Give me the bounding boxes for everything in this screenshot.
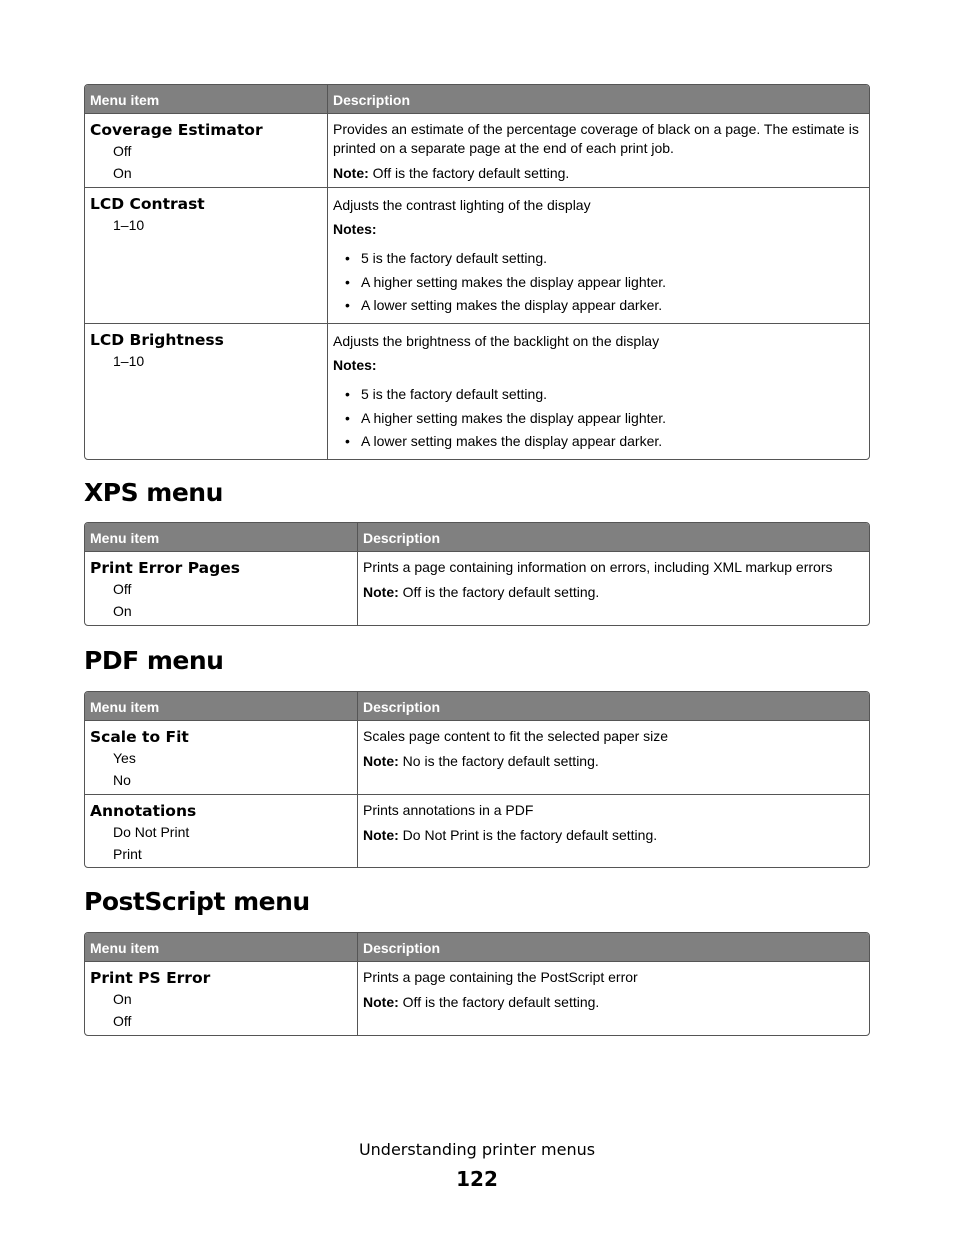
xps-menu-table <box>84 522 870 626</box>
menu-item-cell <box>85 795 358 867</box>
postscript-menu-heading: PostScript menu <box>84 887 310 916</box>
description-text: Adjusts the contrast lighting of the display <box>333 197 591 213</box>
table-header <box>85 692 869 720</box>
table-row <box>85 961 869 1035</box>
table-row <box>85 187 869 323</box>
description-cell <box>328 188 869 323</box>
description-cell <box>358 962 869 1035</box>
list-item: • 5 is the factory default setting. <box>333 383 864 407</box>
note-body: Do Not Print is the factory default setting. <box>398 827 658 843</box>
description-text: Adjusts the brightness of the backlight on the display <box>333 333 660 349</box>
table-row <box>85 113 869 187</box>
description-header: Description <box>333 92 411 108</box>
menu-item-name: Print PS Error <box>90 969 211 987</box>
menu-item-cell <box>85 114 328 187</box>
bullet-icon: • <box>345 386 350 402</box>
option-value: Yes <box>113 750 136 766</box>
general-settings-table <box>84 84 870 460</box>
option-value: 1–10 <box>113 353 145 369</box>
list-item: • 5 is the factory default setting. <box>333 247 864 271</box>
pdf-menu-table <box>84 691 870 868</box>
note-text <box>363 583 864 602</box>
table-header <box>85 523 869 551</box>
note-body: No is the factory default setting. <box>398 753 599 769</box>
note-label: Note: <box>363 753 399 769</box>
description-header: Description <box>363 940 441 956</box>
menu-item-header: Menu item <box>85 933 358 961</box>
description-text: Provides an estimate of the percentage coverage of black on a page. The estimate is printed on a separate page at the end of each print job. <box>333 121 859 156</box>
description-cell <box>358 721 869 794</box>
list-item: • A higher setting makes the display appear lighter. <box>333 271 864 295</box>
table-header <box>85 933 869 961</box>
note-text <box>363 826 864 845</box>
notes-label: Notes: <box>333 221 377 237</box>
menu-item-name: Scale to Fit <box>90 728 189 746</box>
option-value: Do Not Print <box>113 824 190 840</box>
description-header: Description <box>363 699 441 715</box>
notes-list <box>333 383 864 454</box>
table-row <box>85 551 869 625</box>
option-value: On <box>113 165 132 181</box>
table-row <box>85 323 869 459</box>
xps-menu-heading: XPS menu <box>84 478 223 507</box>
pdf-menu-heading: PDF menu <box>84 646 224 675</box>
note-text <box>363 993 864 1012</box>
menu-item-cell <box>85 324 328 459</box>
table-row <box>85 794 869 867</box>
menu-item-header: Menu item <box>85 523 358 551</box>
note-text <box>333 164 864 183</box>
bullet-icon: • <box>345 250 350 266</box>
menu-item-cell <box>85 721 358 794</box>
option-value: 1–10 <box>113 217 145 233</box>
notes-label: Notes: <box>333 357 377 373</box>
menu-item-cell <box>85 552 358 625</box>
bullet-icon: • <box>345 409 350 426</box>
notes-list <box>333 247 864 318</box>
list-item: • A lower setting makes the display appear darker. <box>333 294 864 318</box>
menu-item-cell <box>85 188 328 323</box>
note-label: Note: <box>363 827 399 843</box>
menu-item-name: Coverage Estimator <box>90 121 263 139</box>
menu-item-header: Menu item <box>85 85 328 113</box>
option-value: Off <box>113 143 132 159</box>
description-text: Prints a page containing the PostScript error <box>363 969 638 985</box>
option-value: No <box>113 772 131 788</box>
menu-item-header: Menu item <box>85 692 358 720</box>
option-value: On <box>113 991 132 1007</box>
description-header: Description <box>363 530 441 546</box>
table-header <box>85 85 869 113</box>
option-value: Off <box>113 1013 132 1029</box>
table-row <box>85 720 869 794</box>
description-text: Scales page content to fit the selected paper size <box>363 728 669 744</box>
menu-item-name: Annotations <box>90 802 197 820</box>
note-label: Note: <box>363 584 399 600</box>
description-cell <box>358 552 869 625</box>
note-body: Off is the factory default setting. <box>398 994 600 1010</box>
description-text: Prints a page containing information on errors, including XML markup errors <box>363 559 833 575</box>
description-cell <box>328 324 869 459</box>
postscript-menu-table <box>84 932 870 1036</box>
menu-item-cell <box>85 962 358 1035</box>
note-body: Off is the factory default setting. <box>368 165 570 181</box>
description-cell <box>358 795 869 867</box>
footer-section-title: Understanding printer menus <box>358 1140 596 1159</box>
page-number: 122 <box>456 1167 498 1191</box>
note-label: Note: <box>333 165 369 181</box>
menu-item-name: Print Error Pages <box>90 559 240 577</box>
bullet-icon: • <box>345 273 350 290</box>
list-item: • A higher setting makes the display appear lighter. <box>333 407 864 431</box>
note-text <box>363 752 864 771</box>
bullet-icon: • <box>345 433 350 449</box>
option-value: Print <box>113 846 142 862</box>
list-item: • A lower setting makes the display appear darker. <box>333 430 864 454</box>
bullet-icon: • <box>345 297 350 313</box>
option-value: On <box>113 603 132 619</box>
description-cell <box>328 114 869 187</box>
menu-item-name: LCD Brightness <box>90 331 224 349</box>
option-value: Off <box>113 581 132 597</box>
note-label: Note: <box>363 994 399 1010</box>
note-body: Off is the factory default setting. <box>398 584 600 600</box>
description-text: Prints annotations in a PDF <box>363 802 534 818</box>
menu-item-name: LCD Contrast <box>90 195 205 213</box>
